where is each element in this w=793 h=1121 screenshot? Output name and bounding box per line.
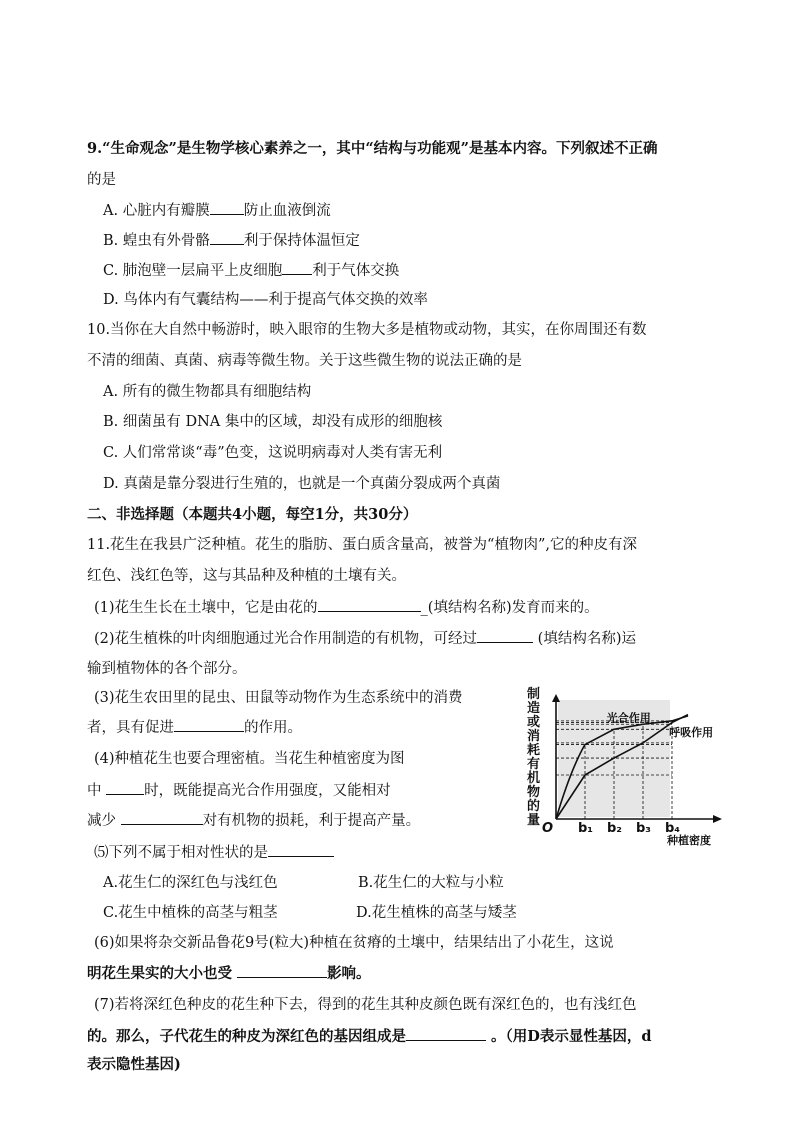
y-axis-label-char: 机	[527, 771, 541, 786]
q11-part5-option-d: D.花生植株的高茎与矮茎	[356, 905, 517, 921]
y-axis-label-char: 物	[527, 785, 541, 800]
q11-part6-line2	[87, 963, 371, 984]
q9-option-d: D. 鸟体内有气囊结构——利于提高气体交换的效率	[103, 292, 428, 308]
answer-blank	[268, 842, 334, 857]
q10-option-b: B. 细菌虽有 DNA 集中的区域，却没有成形的细胞核	[103, 414, 443, 430]
y-axis-label-char: 耗	[527, 743, 541, 758]
q11-part7-pre: 的。那么，子代花生的种皮为深红色的基因组成是	[87, 1028, 406, 1045]
q9-option-b	[103, 230, 360, 251]
q11-part7-line3: 表示隐性基因)	[87, 1056, 181, 1073]
q11-part6-line1: (6)如果将杂交新品鲁花9号(粒大)种植在贫瘠的土壤中，结果结出了小花生，这说	[94, 935, 614, 951]
answer-blank	[121, 810, 203, 825]
q11-part6-pre: 明花生果实的大小也受	[87, 965, 238, 982]
q9-option-c	[103, 260, 399, 281]
q11-part3-line1: (3)花生农田里的昆虫、田鼠等动物作为生态系统中的消费	[94, 690, 463, 706]
q11-part6-post: 影响。	[327, 965, 371, 982]
y-axis-label-char: 的	[527, 799, 541, 814]
q11-part5-option-a: A.花生仁的深红色与浅红色	[103, 875, 278, 891]
q11-part5-pre: ⑸下列不属于相对性状的是	[94, 845, 268, 861]
answer-blank	[174, 717, 244, 732]
q9-option-a-pre: A. 心脏内有瓣膜	[103, 203, 210, 219]
q11-part2	[94, 628, 636, 649]
q10-stem-line2: 不清的细菌、真菌、病毒等微生物。关于这些微生物的说法正确的是	[87, 353, 522, 369]
y-axis-arrow	[552, 694, 560, 702]
q11-part5-option-c: C.花生中植株的高茎与粗茎	[103, 905, 278, 921]
x-tick-label: b₃	[636, 821, 651, 836]
q11-part4-line3-post: 对有机物的损耗，利于提高产量。	[202, 813, 421, 829]
series-label: 光合作用	[606, 711, 651, 725]
answer-blank	[282, 260, 312, 275]
answer-blank	[210, 200, 244, 215]
answer-blank	[318, 597, 421, 612]
q10-option-d: D. 真菌是靠分裂进行生殖的，也就是一个真菌分裂成两个真菌	[103, 476, 501, 492]
q9-option-b-post: 利于保持体温恒定	[243, 233, 360, 249]
answer-blank	[210, 230, 244, 245]
q9-option-c-post: 利于气体交换	[312, 263, 400, 279]
q9-stem-line2: 的是	[87, 172, 116, 188]
answer-blank	[106, 780, 144, 795]
answer-blank	[237, 963, 327, 978]
y-axis-label-char: 消	[527, 729, 541, 744]
section-heading: 二、非选择题（本题共4小题，每空1分，共30分）	[87, 506, 418, 523]
q11-stem-line1: 11.花生在我县广泛种植。花生的脂肪、蛋白质含量高，被誉为“植物肉”,它的种皮有深	[87, 537, 637, 553]
y-axis-label-char: 量	[527, 813, 541, 828]
q11-part2-line2: 输到植物体的各个部分。	[87, 661, 247, 677]
q9-option-a	[103, 200, 331, 221]
q11-part1-pre: (1)花生生长在土壤中，它是由花的	[94, 600, 318, 616]
q11-part4-line2-pre: 中	[87, 783, 107, 799]
q11-part3-post: 的作用。	[244, 720, 302, 736]
q11-part3-line2	[87, 717, 302, 738]
q10-option-a: A. 所有的微生物都具有细胞结构	[103, 384, 312, 400]
y-axis-label-char: 或	[527, 715, 541, 730]
q9-stem-line1: 9.“生命观念”是生物学核心素养之一，其中“结构与功能观”是基本内容。下列叙述不正确	[87, 140, 658, 157]
x-tick-label: b₂	[607, 821, 622, 836]
y-axis-label-char: 造	[527, 701, 541, 716]
x-tick-label: b₄	[665, 821, 680, 836]
q11-part7-post: 。（用D表示显性基因，d	[486, 1028, 652, 1045]
q11-part4-line1: (4)种植花生也要合理密植。当花生种植密度为图	[94, 751, 405, 767]
q9-option-b-pre: B. 蝗虫有外骨骼	[103, 233, 210, 249]
q11-part5	[94, 842, 334, 863]
q11-part2-post: (填结构名称)运	[533, 631, 636, 647]
q11-part1	[94, 597, 599, 618]
series-label: 呼吸作用	[669, 725, 714, 739]
q11-part3-pre: 者，具有促进	[87, 720, 174, 736]
q10-option-c: C. 人们常常谈“毒”色变，这说明病毒对人类有害无利	[103, 445, 443, 461]
q11-part4-line2	[87, 780, 391, 801]
q11-stem-line2: 红色、浅红色等，这与其品种及种植的土壤有关。	[87, 568, 406, 584]
q11-part2-pre: (2)花生植株的叶肉细胞通过光合作用制造的有机物，可经过	[94, 631, 478, 647]
x-axis-label: 种植密度	[667, 834, 711, 846]
x-tick-label: b₁	[578, 821, 593, 836]
q11-part4-line2-post: 时，既能提高光合作用强度，又能相对	[144, 783, 391, 799]
q10-stem-line1: 10.当你在大自然中畅游时，映入眼帘的生物大多是植物或动物，其实，在你周围还有数	[87, 322, 647, 338]
q11-part4-line3-pre: 减少	[87, 813, 121, 829]
q9-option-c-pre: C. 肺泡壁一层扁平上皮细胞	[103, 263, 283, 279]
origin-label: O	[542, 821, 554, 836]
y-axis-label-char: 有	[527, 757, 541, 772]
answer-blank	[477, 628, 533, 643]
x-axis-arrow	[713, 815, 722, 823]
y-axis-label-char: 制	[527, 687, 541, 702]
photosynthesis-respiration-chart	[520, 686, 750, 846]
q11-part7-line1: (7)若将深红色种皮的花生种下去，得到的花生其种皮颜色既有深红色的，也有浅红色	[94, 997, 637, 1013]
q11-part4-line3	[87, 810, 420, 831]
q11-part5-option-b: B.花生仁的大粒与小粒	[358, 875, 504, 891]
q9-option-a-post: 防止血液倒流	[243, 203, 331, 219]
q11-part7-line2	[87, 1026, 652, 1047]
answer-blank	[406, 1026, 486, 1041]
q11-part1-post: _(填结构名称)发育而来的。	[420, 600, 599, 616]
